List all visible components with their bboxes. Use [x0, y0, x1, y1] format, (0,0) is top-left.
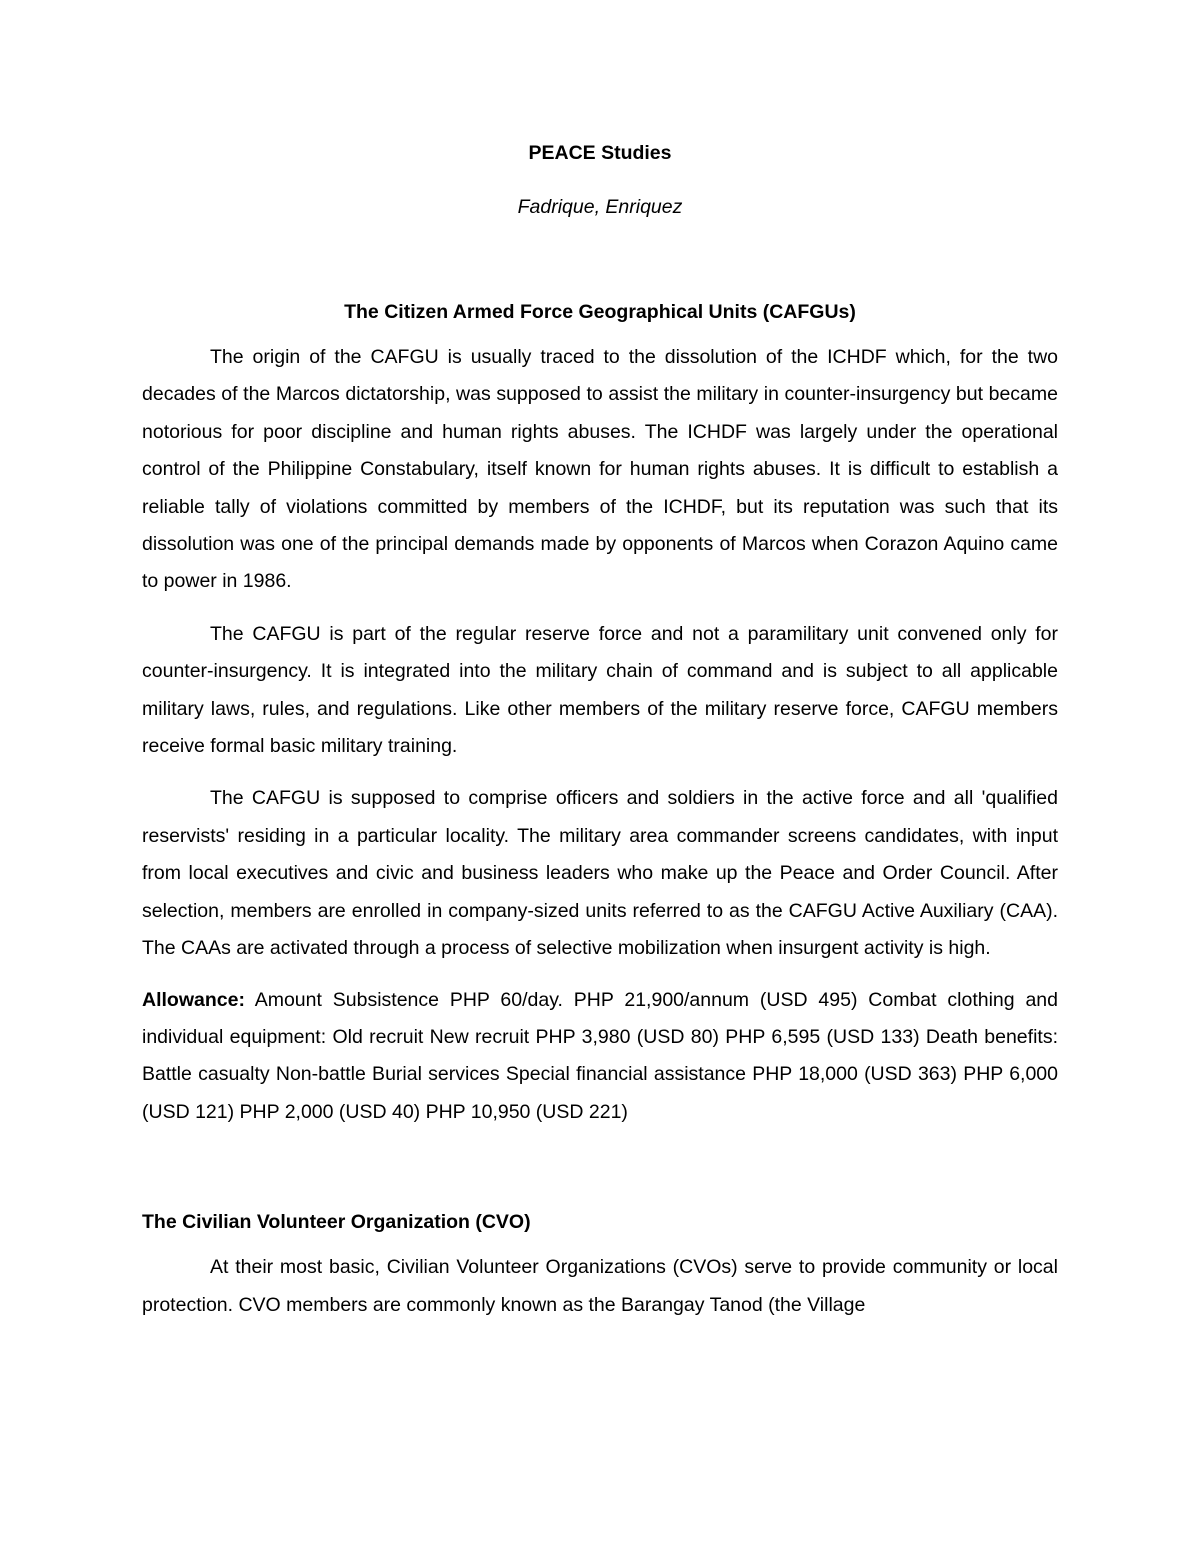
document-body: [142, 138, 1058, 1324]
paragraph: The CAFGU is part of the regular reserve force and not a paramilitary unit convened only for counter-insurgency. It is integrated into the military chain of command and is subject to all applicable military laws, rules, and regulations. Like other members of the military reserve force, CAFGU members receive formal basic military training.: [142, 622, 1058, 758]
document-title: PEACE Studies: [528, 142, 672, 164]
paragraph: The origin of the CAFGU is usually traced to the dissolution of the ICHDF which, for the two decades of the Marcos dictatorship, was supposed to assist the military in counter-insurgency but became notorious for poor discipline and human rights abuses. The ICHDF was largely under the operational control of the Philippine Constabulary, itself known for human rights abuses. It is difficult to establish a reliable tally of violations committed by members of the ICHDF, but its reputation was such that its dissolution was one of the principal demands made by opponents of Marcos when Corazon Aquino came to power in 1986.: [142, 346, 1058, 593]
paragraph: The CAFGU is supposed to comprise officers and soldiers in the active force and all 'qualified reservists' residing in a particular locality. The military area commander screens candidates, with input from local executives and civic and business leaders who make up the Peace and Order Council. After selection, members are enrolled in company-sized units referred to as the CAFGU Active Auxiliary (CAA). The CAAs are activated through a process of selective mobilization when insurgent activity is high.: [142, 787, 1058, 960]
allowance-paragraph: [142, 982, 1058, 1132]
document-authors: Fadrique, Enriquez: [517, 196, 683, 218]
section-heading-cafgu: The Citizen Armed Force Geographical Units (CAFGUs): [344, 301, 856, 323]
allowance-text: Amount Subsistence PHP 60/day. PHP 21,900/annum (USD 495) Combat clothing and individual equipment: Old recruit New recruit PHP 3,980 (USD 80) PHP 6,595 (USD 133) Death benefits: Battle casualty Non-battle Burial services Special financial assistance PHP 18,000 (USD 363) PHP 6,000 (USD 121) PHP 2,000 (USD 40) PHP 10,950 (USD 221): [142, 988, 1058, 1123]
section-heading-cvo: The Civilian Volunteer Organization (CVO): [142, 1211, 531, 1234]
paragraph: At their most basic, Civilian Volunteer Organizations (CVOs) serve to provide community or local protection. CVO members are commonly known as the Barangay Tanod (the Village: [142, 1256, 1058, 1316]
allowance-label: Allowance:: [142, 988, 245, 1011]
